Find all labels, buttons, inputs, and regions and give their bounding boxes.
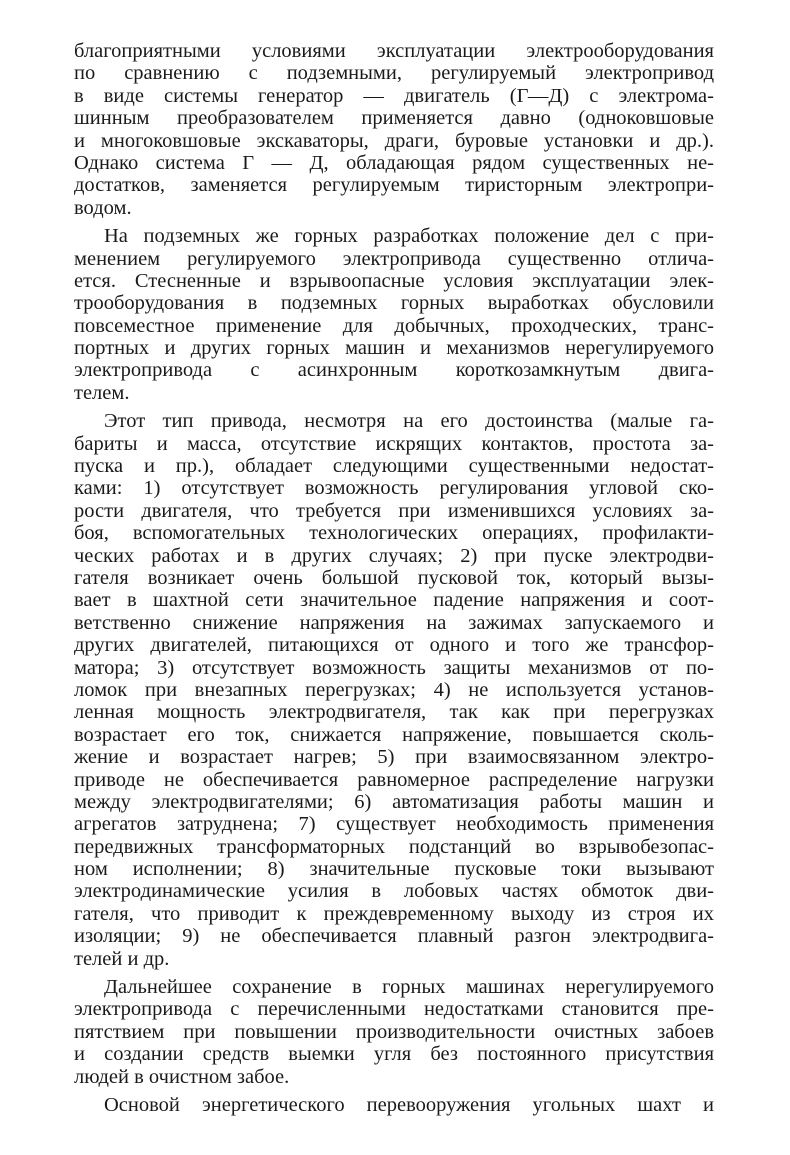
text-line: ческих работах и в других случаях; 2) при пуске электродви-: [74, 544, 714, 567]
text-line: портных и других горных машин и механизмов нерегулируемого: [74, 337, 714, 360]
text-line: менением регулируемого электропривода существенно отлича-: [74, 247, 714, 270]
text-line: боя, вспомогательных технологических операциях, профилакти-: [74, 522, 714, 545]
text-line: гателя возникает очень большой пусковой ток, который вызы-: [74, 566, 714, 589]
text-line: вает в шахтной сети значительное падение напряжения и соот-: [74, 589, 714, 612]
text-line: передвижных трансформаторных подстанций во взрывобезопас-: [74, 835, 714, 858]
text-line: ломок при внезапных перегрузках; 4) не используется установ-: [74, 678, 714, 701]
text-line: и многоковшовые экскаваторы, драги, буровые установки и др.).: [74, 129, 714, 152]
text-line: ном исполнении; 8) значительные пусковые токи вызывают: [74, 858, 714, 881]
text-line: телей и др.: [74, 947, 170, 970]
text-line: трооборудования в подземных горных выработках обусловили: [74, 292, 714, 315]
text-line: между электродвигателями; 6) автоматизация работы машин и: [74, 790, 714, 813]
text-line: Дальнейшее сохранение в горных машинах нерегулируемого: [104, 976, 714, 999]
text-line: пятствием при повышении производительности очистных забоев: [74, 1020, 714, 1043]
text-line: шинным преобразователем применяется давно (одноковшовые: [74, 107, 714, 130]
text-line: электропривода с асинхронным короткозамкнутым двига-: [74, 359, 714, 382]
text-line: электродинамические усилия в лобовых частях обмоток дви-: [74, 880, 714, 903]
text-line: пуска и пр.), обладает следующими существенными недостат-: [74, 455, 714, 478]
text-line: и создании средств выемки угля без постоянного присутствия: [74, 1043, 714, 1066]
text-line: Этот тип привода, несмотря на его достоинства (малые га-: [104, 410, 714, 433]
text-line: благоприятными условиями эксплуатации электрооборудования: [74, 40, 714, 62]
document-page: [74, 40, 714, 1116]
text-line: телем.: [74, 381, 130, 404]
paragraph-1: [74, 40, 714, 219]
text-line: других двигателей, питающихся от одного и того же трансфор-: [74, 634, 714, 657]
text-line: рости двигателя, что требуется при изменившихся условиях за-: [74, 499, 714, 522]
text-line: возрастает его ток, снижается напряжение, повышается сколь-: [74, 723, 714, 746]
paragraph-3: [74, 410, 714, 970]
text-line: ется. Стесненные и взрывоопасные условия эксплуатации элек-: [74, 269, 714, 292]
text-line: ками: 1) отсутствует возможность регулирования угловой ско-: [74, 477, 714, 500]
text-line: людей в очистном забое.: [74, 1065, 290, 1088]
text-line: по сравнению с подземными, регулируемый электропривод: [74, 62, 714, 85]
text-line: жение и возрастает нагрев; 5) при взаимосвязанном электро-: [74, 746, 714, 769]
paragraph-4: [74, 976, 714, 1088]
text-line: ленная мощность электродвигателя, так как при перегрузках: [74, 701, 714, 724]
text-line: в виде системы генератор — двигатель (Г—Д) с электрома-: [74, 84, 714, 107]
text-line: Однако система Г — Д, обладающая рядом существенных не-: [74, 151, 714, 174]
text-line: гателя, что приводит к преждевременному выходу из строя их: [74, 902, 714, 925]
text-line: приводе не обеспечивается равномерное распределение нагрузки: [74, 768, 714, 791]
text-line: агрегатов затруднена; 7) существует необходимость применения: [74, 813, 714, 836]
text-line: изоляции; 9) не обеспечивается плавный разгон электродвига-: [74, 925, 714, 948]
text-line: ветственно снижение напряжения на зажимах запускаемого и: [74, 611, 714, 634]
text-line: повсеместное применение для добычных, проходческих, транс-: [74, 314, 714, 337]
text-line: электропривода с перечисленными недостатками становится пре-: [74, 998, 714, 1021]
paragraph-5: [74, 1094, 714, 1116]
text-line: Основой энергетического перевооружения угольных шахт и: [104, 1093, 714, 1116]
text-line: матора; 3) отсутствует возможность защиты механизмов от по-: [74, 656, 714, 679]
text-line: На подземных же горных разработках положение дел с при-: [104, 225, 714, 248]
text-line: достатков, заменяется регулируемым тиристорным электропри-: [74, 174, 714, 197]
text-line: водом.: [74, 196, 132, 219]
paragraph-2: [74, 225, 714, 404]
text-line: бариты и масса, отсутствие искрящих контактов, простота за-: [74, 432, 714, 455]
